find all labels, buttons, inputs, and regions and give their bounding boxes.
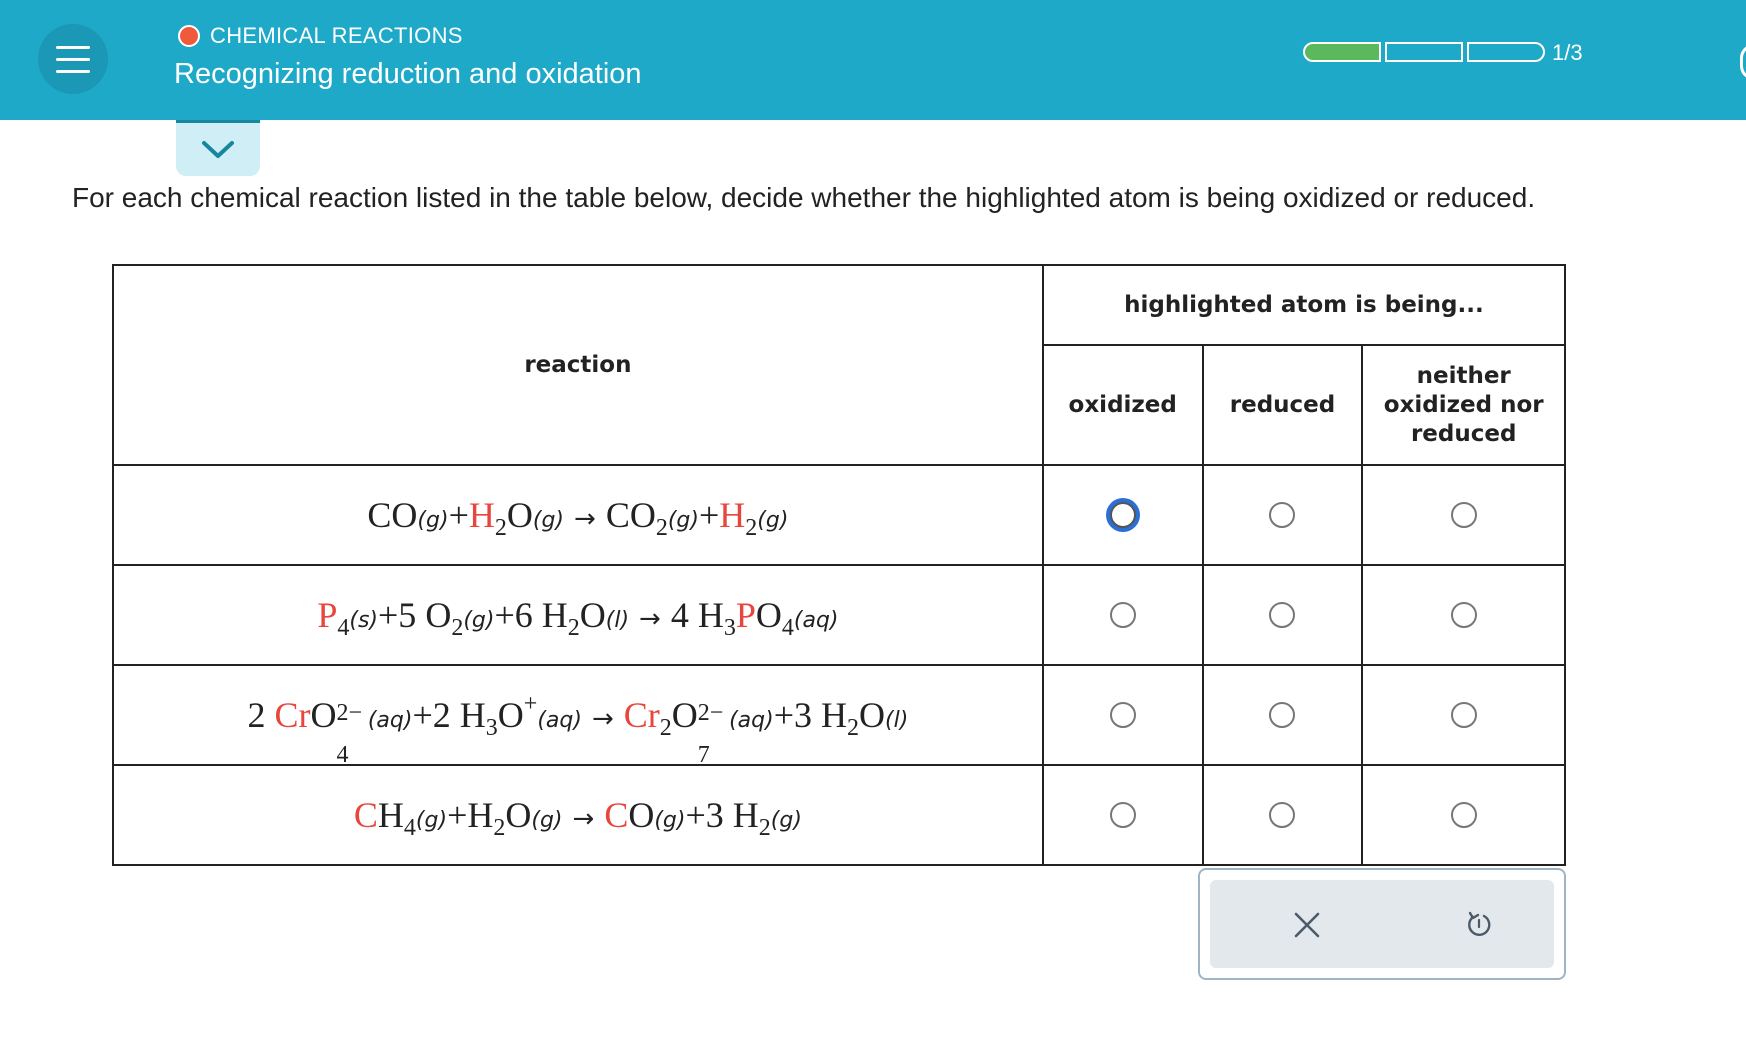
progress-segment-1	[1303, 42, 1381, 62]
radio-row4-oxidized[interactable]	[1110, 802, 1136, 828]
radio-row1-neither[interactable]	[1451, 502, 1477, 528]
radio-row3-neither[interactable]	[1451, 702, 1477, 728]
radio-row3-oxidized[interactable]	[1110, 702, 1136, 728]
reaction-arrow-icon: →	[574, 504, 596, 534]
reaction-arrow-icon: →	[572, 804, 595, 834]
reaction-equation-3: 2 CrO 2− 4 (aq)+2 $H_3O^+(aq) \to Cr_2O$ 2− 7 (aq)+3 $H_2O(l)$	[113, 665, 1043, 765]
radio-row2-neither[interactable]	[1451, 602, 1477, 628]
reaction-equation-1: $CO(g)+H_2O(g) \to CO_2(g)+H_2(g)$	[113, 465, 1043, 565]
reaction-column-header: reaction	[113, 265, 1043, 465]
reaction-arrow-icon: →	[639, 604, 661, 634]
highlighted-atom: C	[353, 795, 378, 835]
hamburger-menu-icon	[56, 46, 90, 49]
radio-row1-reduced[interactable]	[1269, 502, 1295, 528]
radio-row3-reduced[interactable]	[1269, 702, 1295, 728]
neither-column-header: neither oxidized nor reduced	[1362, 345, 1565, 465]
table-row	[113, 565, 1565, 665]
reaction-equation-4: $CH_4(g)+H_2O(g) \to CO(g)+3$ $H_2(g)$	[113, 765, 1043, 865]
menu-button[interactable]	[38, 24, 108, 94]
radio-row2-reduced[interactable]	[1269, 602, 1295, 628]
topic-label	[178, 23, 463, 49]
reaction-equation-2: $P_4(s)+5$ $O_2(g)+6$ $H_2O(l) \to 4$ $H_3PO_4(aq)$	[113, 565, 1043, 665]
answer-actions-panel	[1198, 868, 1566, 980]
progress-text: 1/3	[1552, 40, 1583, 65]
topic-status-dot-icon	[178, 25, 200, 47]
progress-bar	[1303, 42, 1545, 62]
close-icon	[1293, 911, 1321, 939]
highlighted-atom: Cr	[274, 695, 311, 735]
instructions-text: For each chemical reaction listed in the table below, decide whether the highlighted atom is being oxidized or reduced.	[72, 182, 1536, 213]
table-row	[113, 765, 1565, 865]
group-column-header: highlighted atom is being...	[1043, 265, 1565, 345]
undo-icon	[1464, 910, 1494, 940]
reaction-arrow-icon: →	[591, 704, 614, 734]
side-panel-handle[interactable]	[1740, 44, 1746, 80]
progress-segment-3	[1467, 42, 1545, 62]
table-row	[113, 465, 1565, 565]
clear-button[interactable]	[1282, 900, 1332, 950]
page-title: Recognizing reduction and oxidation	[174, 58, 642, 90]
table-row	[113, 665, 1565, 765]
topic-text: CHEMICAL REACTIONS	[210, 23, 463, 48]
chevron-down-icon	[201, 140, 235, 160]
reaction-table	[112, 264, 1566, 866]
radio-row4-neither[interactable]	[1451, 802, 1477, 828]
collapse-header-button[interactable]	[176, 120, 260, 176]
radio-row2-oxidized[interactable]	[1110, 602, 1136, 628]
undo-button[interactable]	[1454, 900, 1504, 950]
radio-row4-reduced[interactable]	[1269, 802, 1295, 828]
radio-row1-oxidized[interactable]	[1110, 502, 1136, 528]
top-bar	[0, 0, 1746, 120]
progress-segment-2	[1385, 42, 1463, 62]
highlighted-atom: H	[468, 495, 495, 535]
reduced-column-header: reduced	[1203, 345, 1363, 465]
highlighted-atom: P	[317, 595, 338, 635]
oxidized-column-header: oxidized	[1043, 345, 1203, 465]
